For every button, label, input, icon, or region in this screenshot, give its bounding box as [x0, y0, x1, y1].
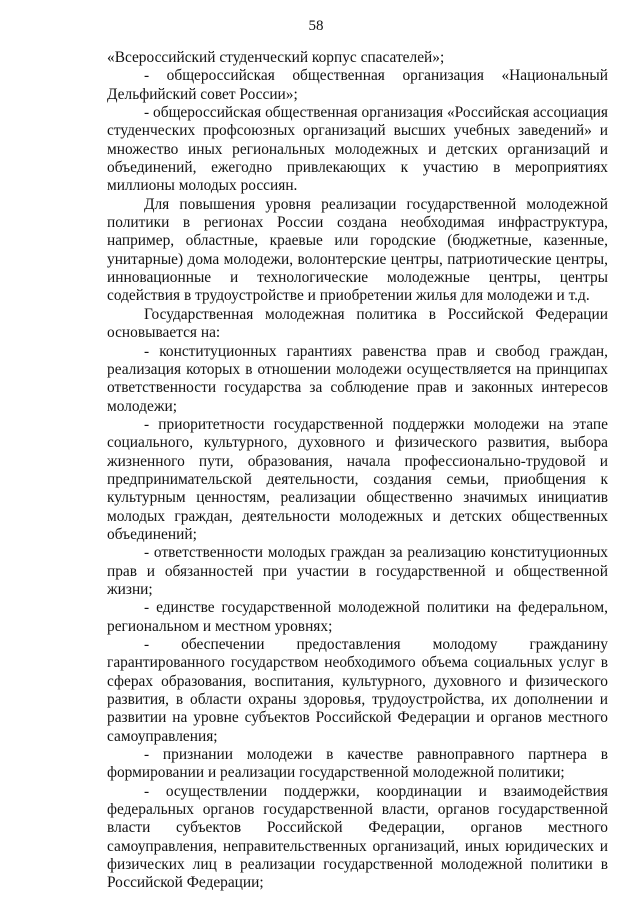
list-item: - осуществлении поддержки, координации и взаимодействия федеральных органов государственной власти, органов государственной власти субъектов Российской Федерации, органов местного самоуправления, неправительственных организаций, иных юридических и физических лиц в реализации государственной молодежной политики в Российской Федерации; — [107, 782, 608, 892]
list-item: - общероссийская общественная организация «Российская ассоциация студенческих профсоюзных организаций высших учебных заведений» и множество иных региональных молодежных и детских организаций и объединений, ежегодно привлекающих к участию в мероприятиях миллионы молодых россиян. — [107, 104, 608, 195]
list-item: - единстве государственной молодежной политики на федеральном, региональном и местном уровнях; — [107, 599, 608, 635]
list-item: - приоритетности государственной поддержки молодежи на этапе социального, культурного, духовного и физического развития, выбора жизненного пути, образования, начала профессионально-трудовой и предпринимательской деятельности, создания семьи, приобщения к культурным ценностям, реализации общественно значимых инициатив молодых граждан, деятельности молодежных и детских общественных объединений; — [107, 415, 608, 543]
list-item: - общероссийская общественная организация «Национальный Дельфийский совет России»; — [107, 67, 608, 103]
document-body — [107, 49, 608, 893]
paragraph: «Всероссийский студенческий корпус спасателей»; — [107, 49, 445, 66]
list-item: - ответственности молодых граждан за реализацию конституционных прав и обязанностей при участии в государственной и общественной жизни; — [107, 544, 608, 598]
page-number: 58 — [308, 18, 324, 34]
list-item: - конституционных гарантиях равенства прав и свобод граждан, реализация которых в отношении молодежи осуществляется на принципах ответственности государства за соблюдение прав и законных интересов молодежи; — [107, 342, 608, 415]
paragraph: Для повышения уровня реализации государственной молодежной политики в регионах России создана необходимая инфраструктура, например, областные, краевые или городские (бюджетные, казенные, унитарные) дома молодежи, волонтерские центры, патриотические центры, инновационные и технологические молодежные центры, центры содействия в трудоустройстве и приобретении жилья для молодежи и т.д. — [107, 195, 608, 305]
list-item: - обеспечении предоставления молодому гражданину гарантированного государством необходимого объема социальных услуг в сферах образования, воспитания, культурного, духовного и физического развития, в области охраны здоровья, трудоустройства, их дополнении и развитии на уровне субъектов Российской Федерации и органов местного самоуправления; — [107, 636, 608, 745]
paragraph: Государственная молодежная политика в Российской Федерации основывается на: — [107, 305, 608, 342]
list-item: - признании молодежи в качестве равноправного партнера в формировании и реализации государственной молодежной политики; — [107, 746, 608, 782]
